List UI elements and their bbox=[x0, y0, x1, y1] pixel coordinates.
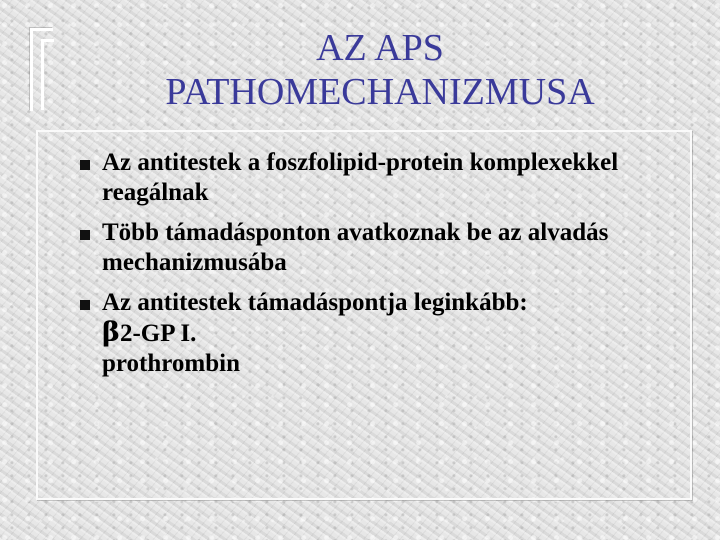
bullet-text: Az antitestek a foszfolipid-protein komplexekkel reagálnak bbox=[102, 149, 619, 206]
square-bullet-icon bbox=[80, 300, 90, 310]
bullet-list bbox=[80, 148, 680, 379]
beta-symbol: β bbox=[102, 317, 120, 348]
bullet-item bbox=[80, 218, 680, 278]
title-line-1: AZ APS bbox=[316, 27, 444, 69]
beta2-gp-text: 2-GP I. bbox=[119, 320, 197, 347]
prothrombin-line: prothrombin bbox=[102, 350, 241, 377]
bullet-item bbox=[80, 288, 680, 379]
decorative-corner-frame bbox=[30, 28, 53, 111]
square-bullet-icon bbox=[80, 160, 90, 170]
title-line-2: PATHOMECHANIZMUSA bbox=[165, 71, 595, 113]
bullet-text: Több támadásponton avatkoznak be az alvadás mechanizmusába bbox=[102, 219, 609, 276]
bullet-text: Az antitestek támadáspontja leginkább: bbox=[102, 289, 528, 316]
beta2-gp-line bbox=[102, 318, 680, 349]
slide-title bbox=[80, 26, 680, 114]
bullet-item bbox=[80, 148, 680, 208]
square-bullet-icon bbox=[80, 230, 90, 240]
